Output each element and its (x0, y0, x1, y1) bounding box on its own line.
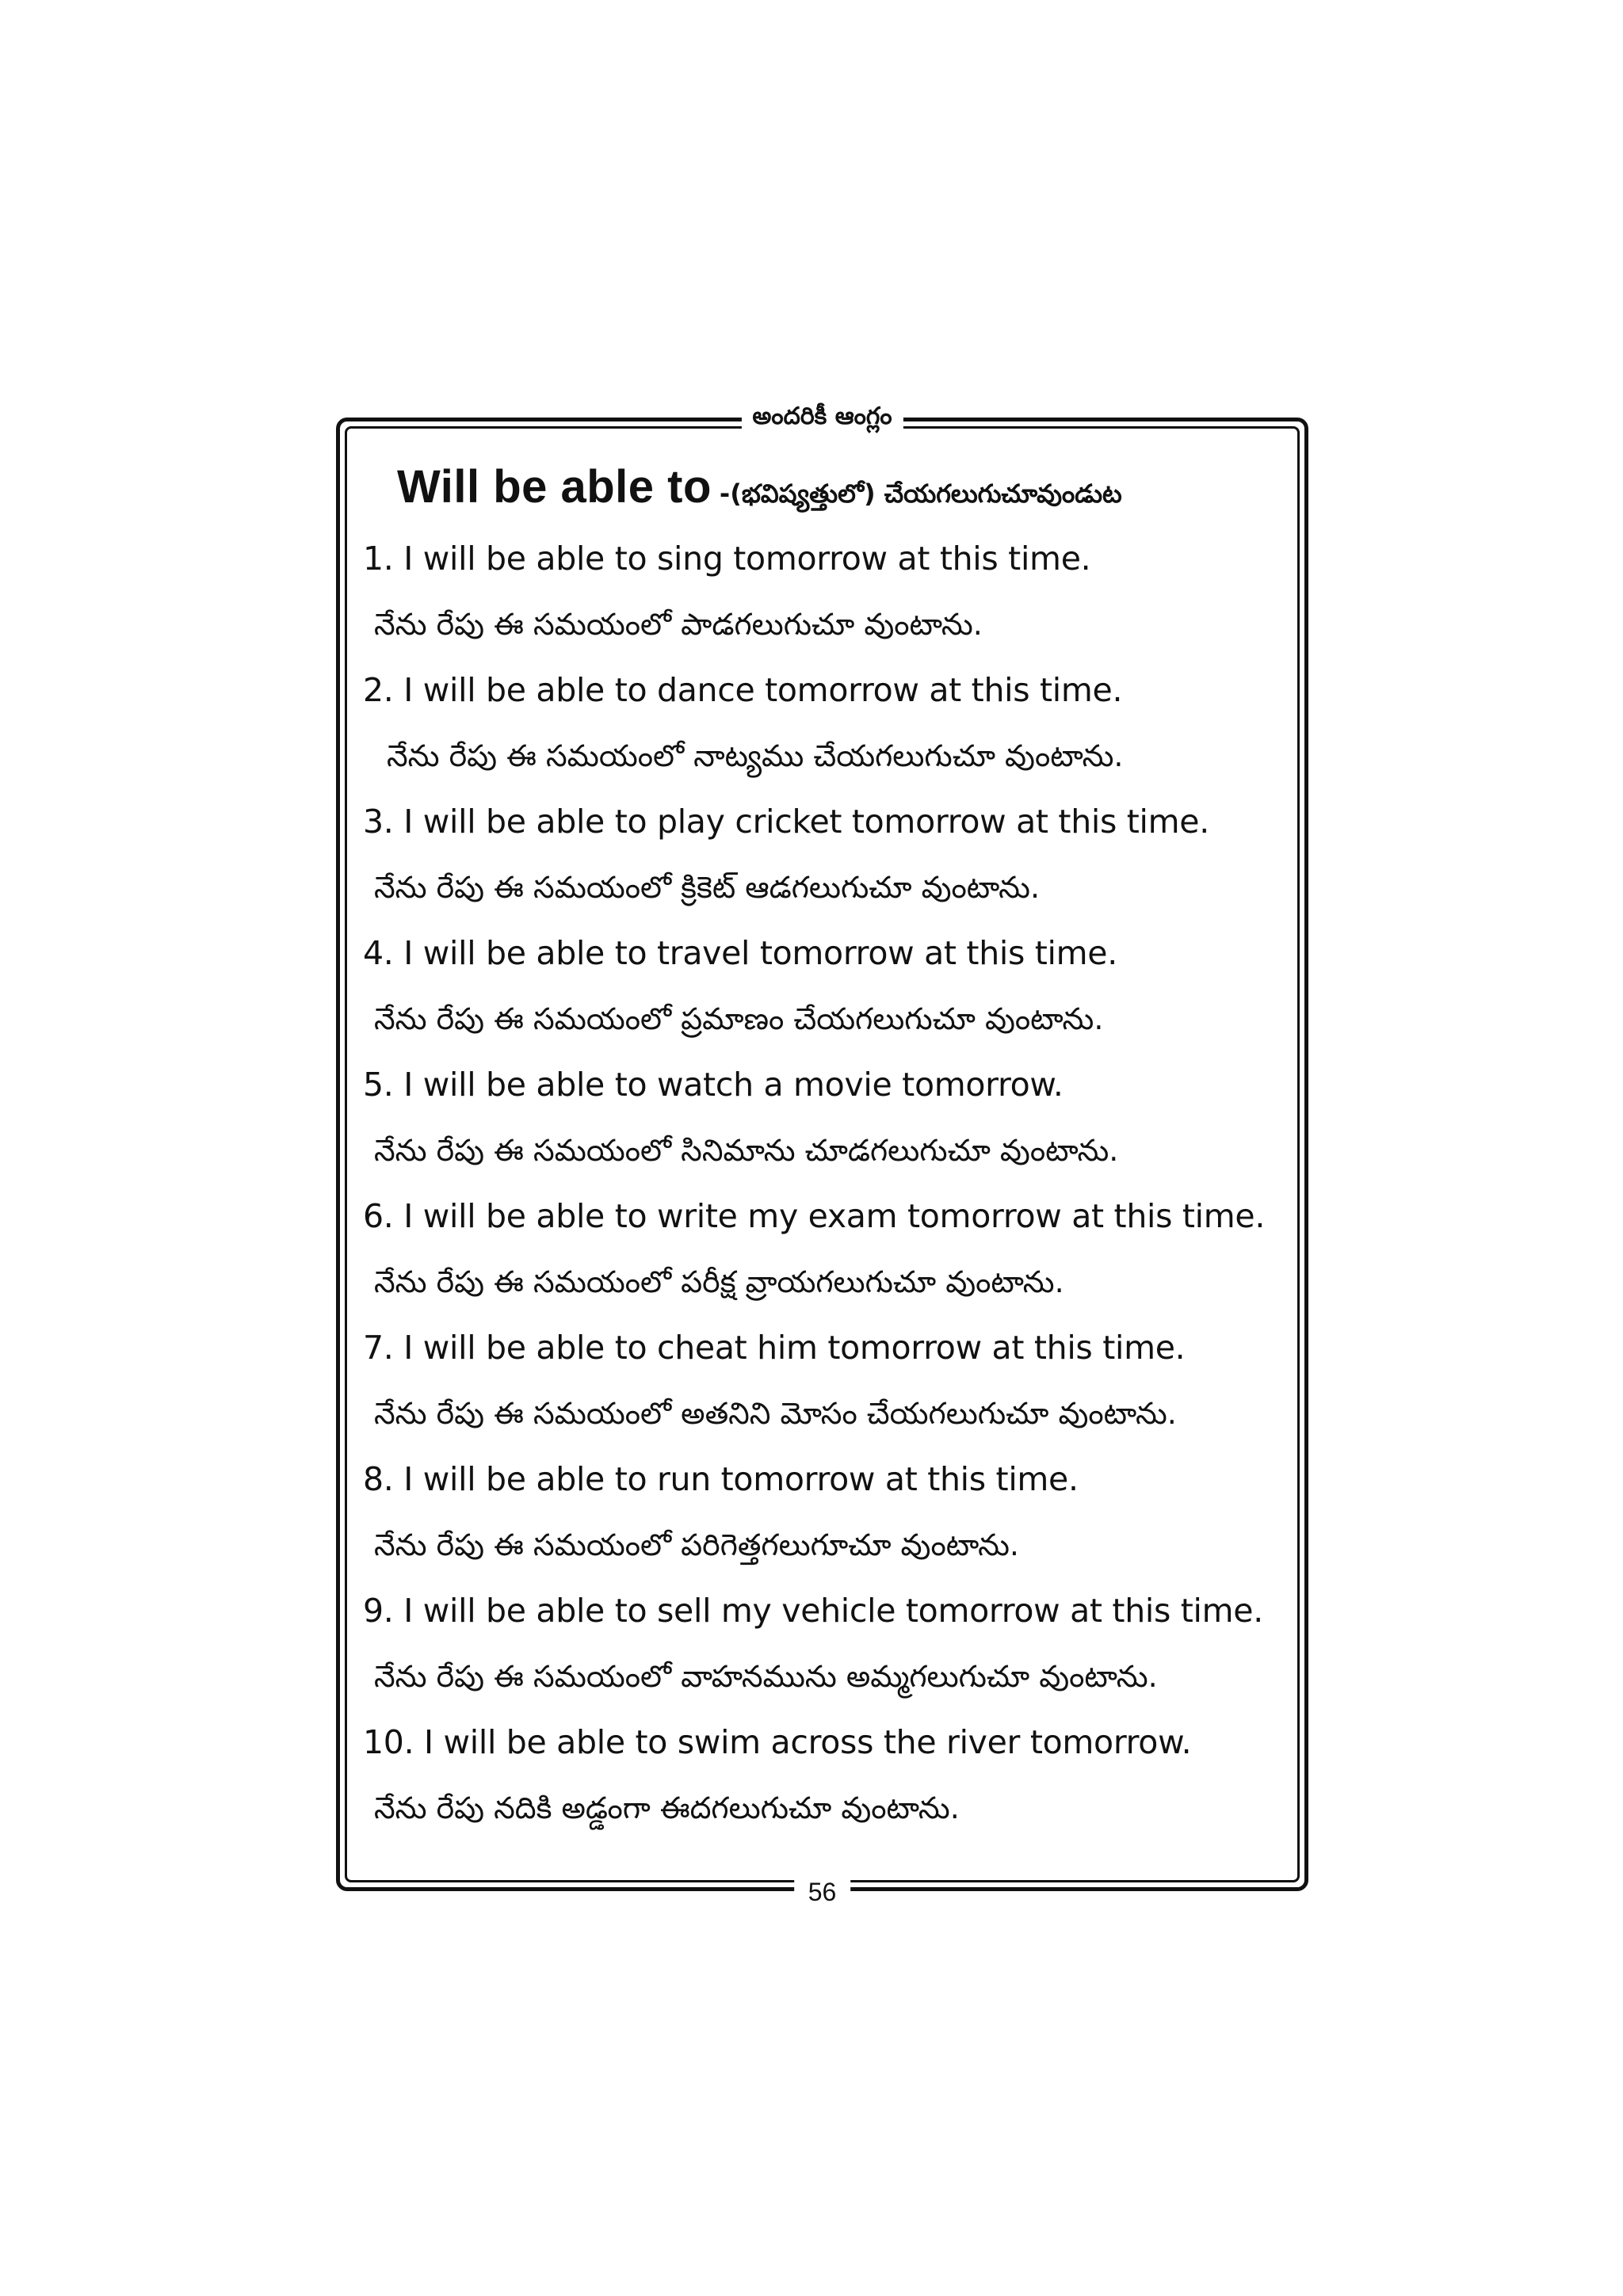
page-number: 56 (794, 1875, 851, 1909)
english-sentence: 6. I will be able to write my exam tomorrow at this time. (363, 1197, 1266, 1235)
sentence-list (363, 525, 1291, 1840)
sentence-item (363, 1709, 1291, 1840)
telugu-translation: నేను రేపు ఈ సమయంలో సినిమాను చూడగలుగుచూ వుంటాను. (374, 1133, 1119, 1168)
english-sentence: 7. I will be able to cheat him tomorrow at this time. (363, 1329, 1186, 1367)
telugu-translation: నేను రేపు ఈ సమయంలో నాట్యము చేయగలుగుచూ వుంటాను. (387, 738, 1124, 773)
sentence-item (363, 788, 1291, 920)
sentence-item (363, 1183, 1291, 1314)
telugu-translation: నేను రేపు ఈ సమయంలో క్రికెట్ ఆడగలుగుచూ వుంటాను. (374, 870, 1041, 905)
running-header: అందరికీ ఆంగ్లం (741, 399, 903, 435)
page-frame (336, 402, 1308, 1906)
telugu-translation: నేను రేపు ఈ సమయంలో పాడగలుగుచూ వుంటాను. (374, 607, 983, 642)
sentence-item (363, 1577, 1291, 1709)
telugu-translation: నేను రేపు ఈ సమయంలో అతనిని మోసం చేయగలుగుచూ వుంటాను. (374, 1396, 1177, 1431)
english-sentence: 10. I will be able to swim across the river tomorrow. (363, 1723, 1192, 1761)
english-sentence: 5. I will be able to watch a movie tomorrow. (363, 1066, 1064, 1104)
english-sentence: 9. I will be able to sell my vehicle tomorrow at this time. (363, 1592, 1263, 1630)
sentence-item (363, 657, 1291, 788)
english-sentence: 8. I will be able to run tomorrow at this time. (363, 1460, 1079, 1498)
telugu-translation: నేను రేపు ఈ సమయంలో ప్రమాణం చేయగలుగుచూ వుంటాను. (374, 1001, 1104, 1036)
telugu-translation: నేను రేపు ఈ సమయంలో వాహనమును అమ్మగలుగుచూ వుంటాను. (374, 1659, 1158, 1694)
sentence-item (363, 1314, 1291, 1446)
page-content (363, 449, 1291, 1859)
telugu-translation: నేను రేపు ఈ సమయంలో పరిగెత్తగలుగూచూ వుంటాను. (374, 1527, 1020, 1562)
telugu-translation: నేను రేపు ఈ సమయంలో పరీక్ష వ్రాయగలుగుచూ వుంటాను. (374, 1264, 1064, 1299)
sentence-item (363, 920, 1291, 1051)
english-sentence: 2. I will be able to dance tomorrow at this time. (363, 671, 1123, 709)
sentence-item (363, 525, 1291, 657)
english-sentence: 3. I will be able to play cricket tomorrow at this time. (363, 803, 1209, 841)
english-sentence: 4. I will be able to travel tomorrow at this time. (363, 934, 1117, 972)
telugu-translation: నేను రేపు నదికి అడ్డంగా ఈదగలుగుచూ వుంటాను. (374, 1791, 960, 1825)
sentence-item (363, 1446, 1291, 1577)
english-sentence: 1. I will be able to sing tomorrow at this time. (363, 540, 1091, 578)
title-main: Will be able to (397, 461, 712, 513)
title-subtitle: -(భవిష్యత్తులో) చేయగలుగుచూవుండుట (719, 479, 1122, 509)
page-title (363, 449, 1291, 525)
sentence-item (363, 1051, 1291, 1183)
